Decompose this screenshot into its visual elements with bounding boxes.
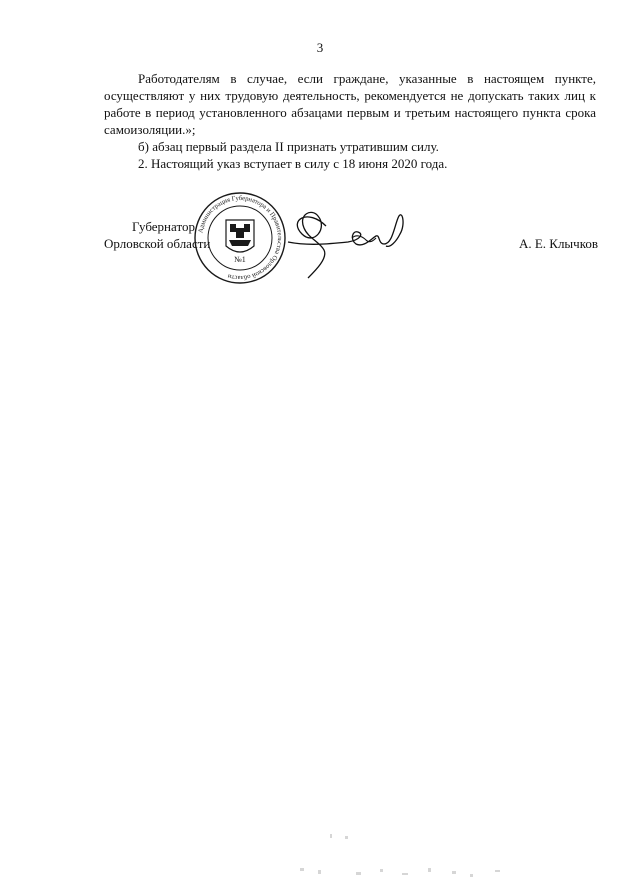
signature-block: [0, 0, 640, 300]
svg-text:№1: №1: [234, 255, 246, 264]
paragraph-item-b: б) абзац первый раздела II признать утратившим силу.: [138, 139, 439, 154]
handwritten-signature-icon: [268, 198, 418, 288]
scan-artifacts: [0, 828, 640, 888]
paragraph-employers: Работодателям в случае, если граждане, указанные в настоящем пункте, осуществляют у них трудовую деятельность, рекомендуется не допускать таких лиц к работе в период установленного абзацами первым и третьим настоящего пункта срока самоизоляции.»;: [104, 71, 596, 137]
signatory-name: А. Е. Клычков: [518, 236, 598, 251]
signatory-title-line2: Орловской области: [104, 236, 211, 251]
signatory-title-line1: Губернатор: [132, 219, 195, 234]
paragraph-item-2: 2. Настоящий указ вступает в силу с 18 июня 2020 года.: [138, 156, 448, 171]
page-number: 3: [316, 40, 324, 55]
svg-text:Администрация Губернатора и Пр: Администрация Губернатора и Правительства Орловской области: [197, 194, 284, 282]
